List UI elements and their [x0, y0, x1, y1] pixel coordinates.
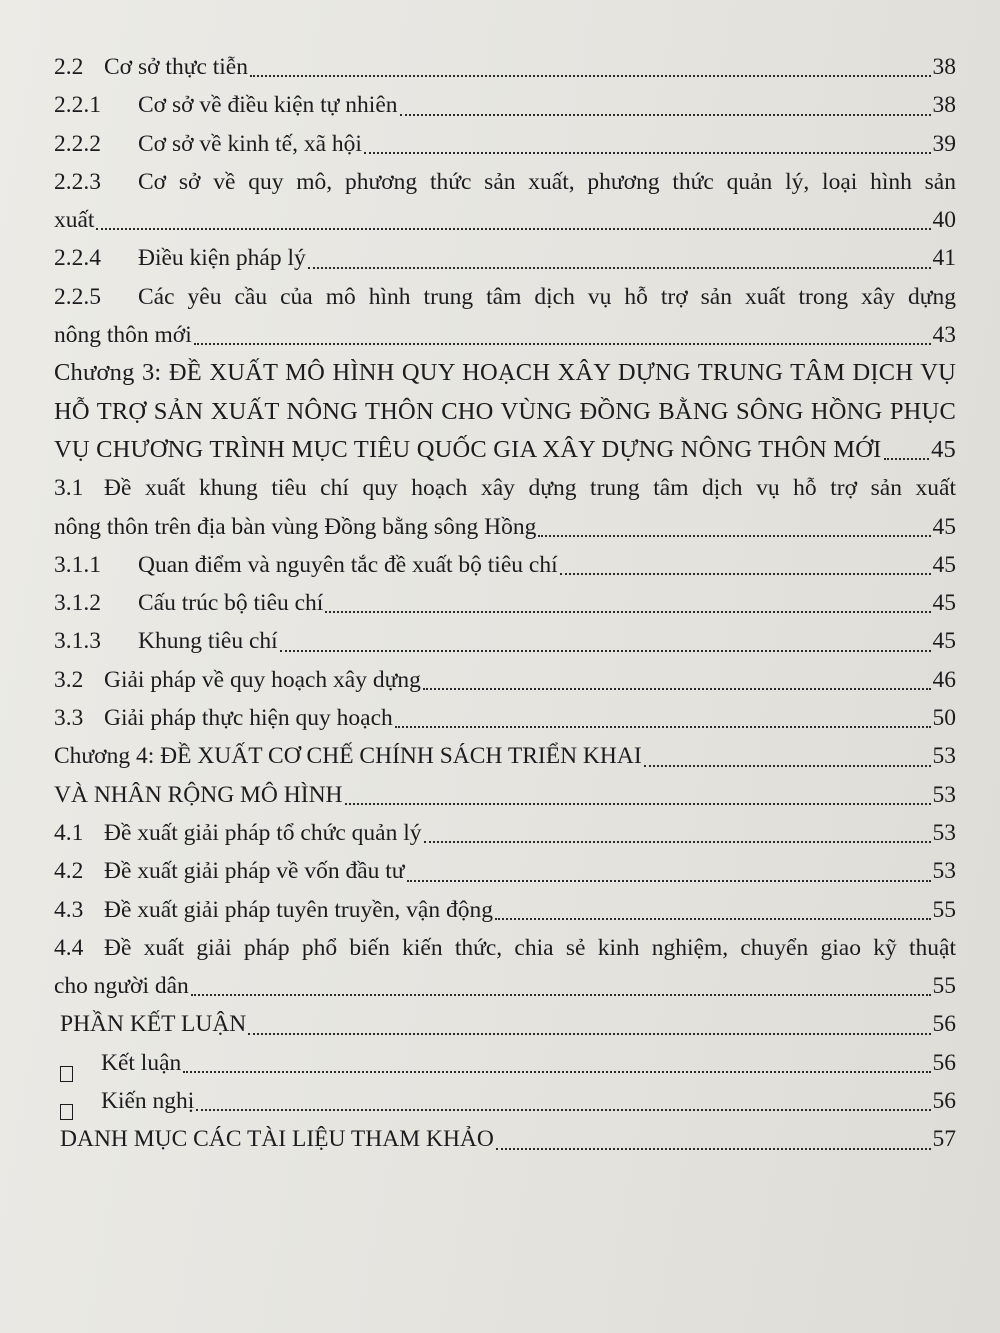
toc-entry-3-1-1 — [54, 546, 956, 584]
toc-entry-4-3 — [54, 891, 956, 929]
toc-page: 46 — [932, 666, 956, 693]
toc-page: 56 — [932, 1088, 956, 1115]
toc-title: Các yêu cầu của mô hình trung tâm dịch vụ hỗ trợ sản xuất trong xây dựng — [138, 283, 956, 310]
toc-page: 53 — [932, 743, 956, 770]
toc-title: DANH MỤC CÁC TÀI LIỆU THAM KHẢO — [60, 1126, 494, 1153]
toc-page: 39 — [932, 130, 956, 157]
toc-title: Quan điểm và nguyên tắc đề xuất bộ tiêu chí — [138, 551, 558, 578]
dot-leader — [248, 1032, 930, 1035]
toc-chapter-3-line2: HỖ TRỢ SẢN XUẤT NÔNG THÔN CHO VÙNG ĐỒNG BẰNG SÔNG HỒNG PHỤC — [54, 397, 956, 425]
dot-leader — [308, 266, 931, 269]
toc-page: 41 — [932, 245, 956, 272]
dot-leader — [538, 534, 930, 537]
toc-entry-2-2-5-line1 — [54, 278, 956, 316]
dot-leader — [280, 649, 931, 652]
toc-entry-4-1 — [54, 814, 956, 852]
toc-number: 4.3 — [54, 896, 84, 923]
toc-number: 3.1 — [54, 475, 84, 502]
toc-page: 38 — [932, 92, 956, 119]
dot-leader — [194, 342, 931, 345]
toc-entry-2-2-2 — [54, 125, 956, 163]
toc-title: Kết luận — [101, 1049, 182, 1076]
toc-title-continued: xuất — [54, 207, 95, 234]
dot-leader — [400, 113, 931, 116]
toc-entry-3-1-3 — [54, 622, 956, 660]
toc-entry-3-1-line2 — [54, 508, 956, 546]
toc-number: 3.1.1 — [54, 551, 101, 578]
toc-page: 45 — [932, 590, 956, 617]
toc-title: Khung tiêu chí — [138, 628, 278, 655]
dot-leader — [183, 1070, 930, 1073]
toc-entry-3-1-2 — [54, 584, 956, 622]
dot-leader — [96, 227, 930, 230]
dot-leader — [496, 1147, 931, 1150]
toc-title: Điều kiện pháp lý — [138, 245, 306, 272]
dot-leader — [325, 610, 930, 613]
toc-title: Đề xuất giải pháp phổ biến kiến thức, chia sẻ kinh nghiệm, chuyển giao kỹ thuật — [104, 934, 956, 961]
dot-leader — [364, 151, 931, 154]
dot-leader — [191, 993, 931, 996]
toc-page: 50 — [932, 705, 956, 732]
toc-title: Cơ sở về điều kiện tự nhiên — [138, 92, 398, 119]
toc-title: Chương 4: ĐỀ XUẤT CƠ CHẾ CHÍNH SÁCH TRIỂN KHAI — [54, 743, 642, 770]
toc-number: 4.1 — [54, 819, 84, 846]
toc-number: 2.2.1 — [54, 92, 101, 119]
dot-leader — [495, 917, 931, 920]
toc-page: 45 — [931, 435, 956, 463]
toc-entry-4-4-line1 — [54, 929, 956, 967]
toc-conclusion-item — [54, 1044, 956, 1082]
toc-page: 38 — [932, 54, 956, 80]
toc-page: 43 — [932, 322, 956, 349]
toc-title: Giải pháp về quy hoạch xây dựng — [104, 666, 421, 693]
toc-entry-2-2-4 — [54, 239, 956, 277]
toc-page: 56 — [932, 1011, 956, 1038]
toc-recommendation-item — [54, 1082, 956, 1120]
toc-conclusion — [54, 1005, 956, 1043]
toc-page: 53 — [932, 781, 956, 808]
toc-title: VÀ NHÂN RỘNG MÔ HÌNH — [54, 781, 343, 808]
dot-leader — [345, 802, 931, 805]
toc-entry-2-2-1 — [54, 86, 956, 124]
toc-page: 45 — [932, 551, 956, 578]
toc-entry-2-2 — [54, 48, 956, 86]
toc-entry-3-3 — [54, 699, 956, 737]
toc-entry-4-4-line2 — [54, 967, 956, 1005]
checkbox-bullet-icon — [60, 1066, 73, 1082]
toc-entry-3-1-line1 — [54, 469, 956, 507]
dot-leader — [407, 879, 931, 882]
table-of-contents — [54, 48, 956, 1159]
dot-leader — [424, 840, 931, 843]
toc-page: 56 — [932, 1049, 956, 1076]
toc-number: 2.2.5 — [54, 283, 101, 310]
toc-entry-4-2 — [54, 852, 956, 890]
toc-title: Đề xuất giải pháp tuyên truyền, vận động — [104, 896, 493, 923]
toc-title: Đề xuất giải pháp về vốn đầu tư — [104, 858, 405, 885]
toc-title-continued: VỤ CHƯƠNG TRÌNH MỤC TIÊU QUỐC GIA XÂY DỰNG NÔNG THÔN MỚI — [54, 435, 882, 463]
toc-chapter-3-line3 — [54, 431, 956, 469]
toc-number: 2.2 — [54, 54, 84, 80]
toc-chapter-4 — [54, 737, 956, 775]
toc-page: 53 — [932, 819, 956, 846]
toc-number: 3.3 — [54, 705, 84, 732]
toc-number: 2.2.4 — [54, 245, 101, 272]
toc-title: Đề xuất giải pháp tổ chức quản lý — [104, 819, 422, 846]
toc-page: 55 — [932, 973, 956, 1000]
toc-page: 53 — [932, 858, 956, 885]
toc-entry-2-2-5-line2 — [54, 316, 956, 354]
toc-page: 45 — [932, 513, 956, 540]
toc-title: Cơ sở về kinh tế, xã hội — [138, 130, 362, 157]
toc-entry-3-2 — [54, 661, 956, 699]
toc-title: Kiến nghị — [101, 1088, 195, 1115]
toc-title: Cấu trúc bộ tiêu chí — [138, 590, 324, 617]
toc-title: Cơ sở thực tiễn — [104, 54, 248, 80]
toc-title: Giải pháp thực hiện quy hoạch — [104, 705, 393, 732]
toc-title-continued: nông thôn trên địa bàn vùng Đồng bằng sông Hồng — [54, 513, 537, 540]
toc-number: 2.2.2 — [54, 130, 101, 157]
toc-title: Đề xuất khung tiêu chí quy hoạch xây dựng trung tâm dịch vụ hỗ trợ sản xuất — [104, 475, 956, 502]
toc-references — [54, 1120, 956, 1158]
toc-page: 57 — [932, 1126, 956, 1153]
toc-entry-2-2-3-line1 — [54, 163, 956, 201]
dot-leader — [395, 725, 931, 728]
dot-leader — [560, 572, 931, 575]
dot-leader — [884, 457, 930, 460]
toc-title-continued: cho người dân — [54, 973, 189, 1000]
toc-chapter-3-line1: Chương 3: ĐỀ XUẤT MÔ HÌNH QUY HOẠCH XÂY DỰNG TRUNG TÂM DỊCH VỤ — [54, 359, 956, 387]
dot-leader — [644, 764, 931, 767]
toc-number: 3.2 — [54, 666, 84, 693]
toc-chapter-4-sub — [54, 776, 956, 814]
toc-title: Cơ sở về quy mô, phương thức sản xuất, phương thức quản lý, loại hình sản — [138, 168, 956, 195]
toc-page: 55 — [932, 896, 956, 923]
toc-title: PHẦN KẾT LUẬN — [60, 1011, 247, 1038]
toc-number: 2.2.3 — [54, 168, 101, 195]
toc-page: 40 — [932, 207, 956, 234]
dot-leader — [423, 687, 931, 690]
dot-leader — [250, 74, 931, 77]
toc-number: 4.4 — [54, 934, 84, 961]
dot-leader — [196, 1108, 930, 1111]
checkbox-bullet-icon — [60, 1104, 73, 1120]
toc-entry-2-2-3-line2 — [54, 201, 956, 239]
toc-title-continued: nông thôn mới — [54, 322, 192, 349]
toc-number: 3.1.2 — [54, 590, 101, 617]
toc-number: 4.2 — [54, 858, 84, 885]
toc-number: 3.1.3 — [54, 628, 101, 655]
toc-page: 45 — [932, 628, 956, 655]
